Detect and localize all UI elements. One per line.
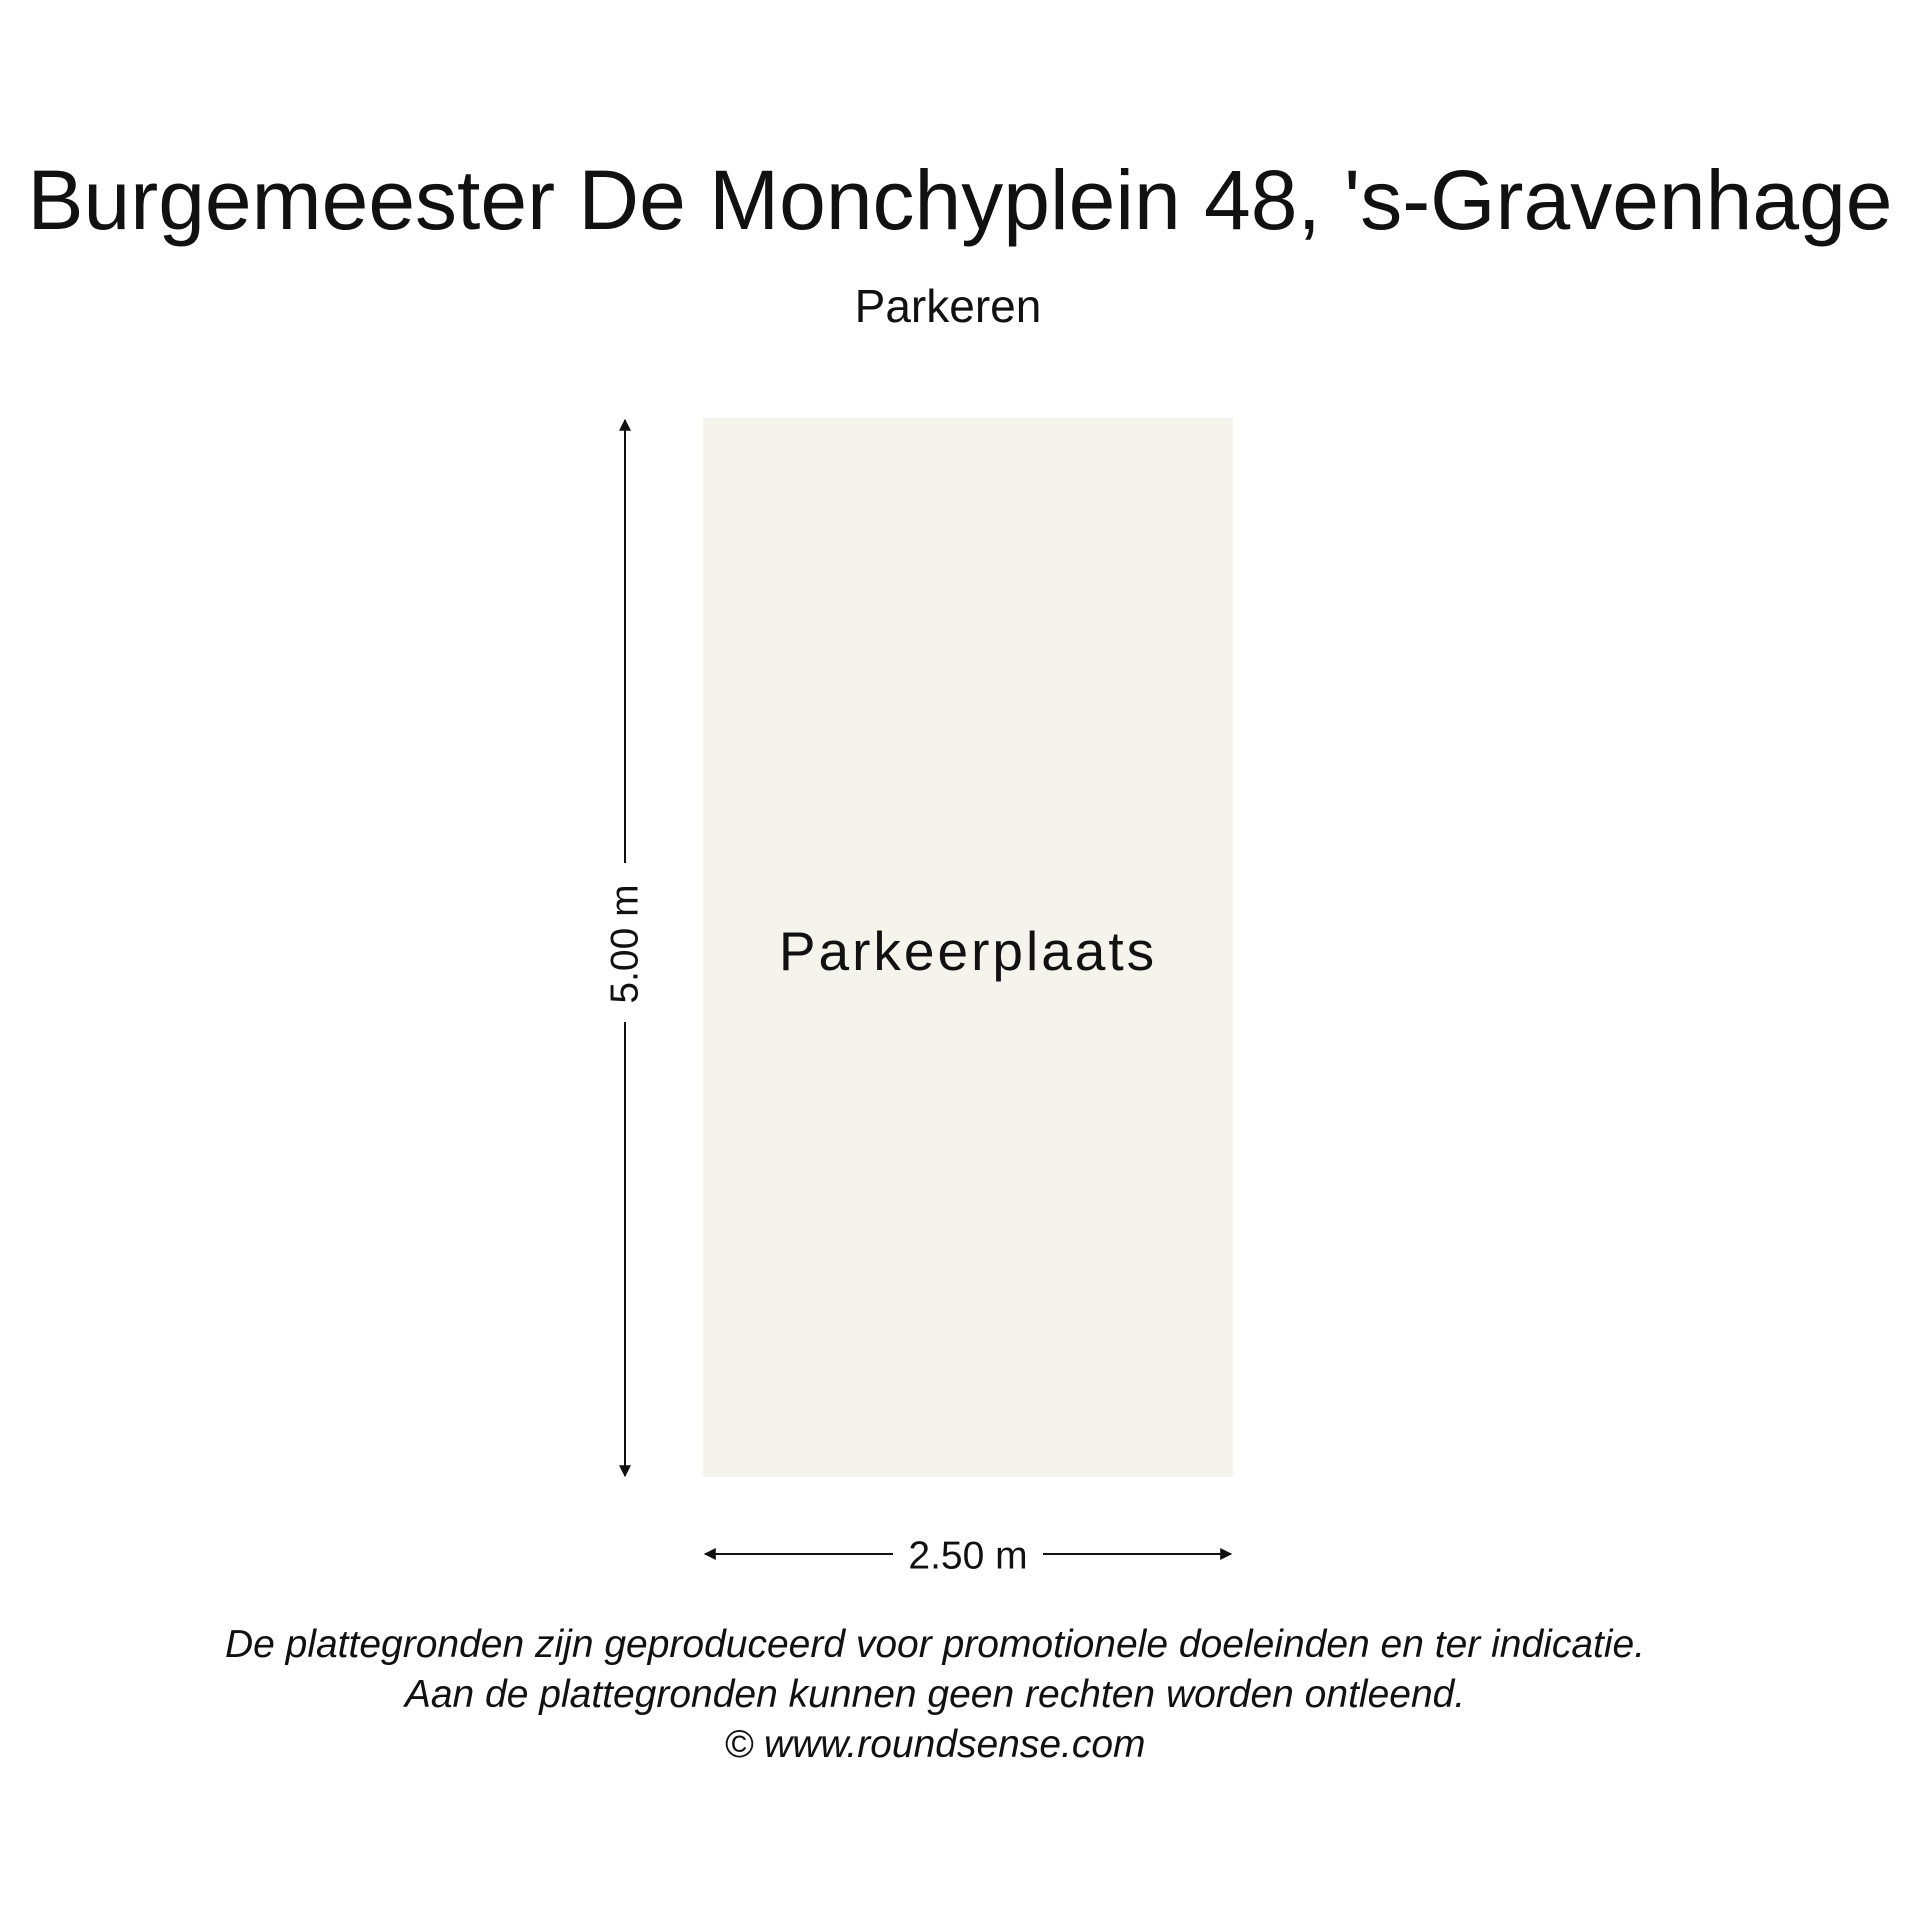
disclaimer-line-1: De plattegronden zijn geproduceerd voor promotionele doeleinden en ter indicatie. xyxy=(224,1623,1646,1666)
height-dimension-label: 5.00 m xyxy=(603,884,647,1004)
page-title: Burgemeester De Monchyplein 48, 's-Gravenhage xyxy=(27,153,1893,247)
copyright-notice: © www.roundsense.com xyxy=(724,1723,1146,1766)
room-label: Parkeerplaats xyxy=(778,920,1158,982)
height-dimension xyxy=(604,420,647,1476)
width-dimension-label: 2.50 m xyxy=(908,1534,1028,1578)
disclaimer xyxy=(0,1620,1870,1770)
width-dimension xyxy=(705,1535,1231,1578)
disclaimer-line-2: Aan de plattegronden kunnen geen rechten worden ontleend. xyxy=(404,1673,1466,1716)
page-subtitle: Parkeren xyxy=(854,280,1042,332)
